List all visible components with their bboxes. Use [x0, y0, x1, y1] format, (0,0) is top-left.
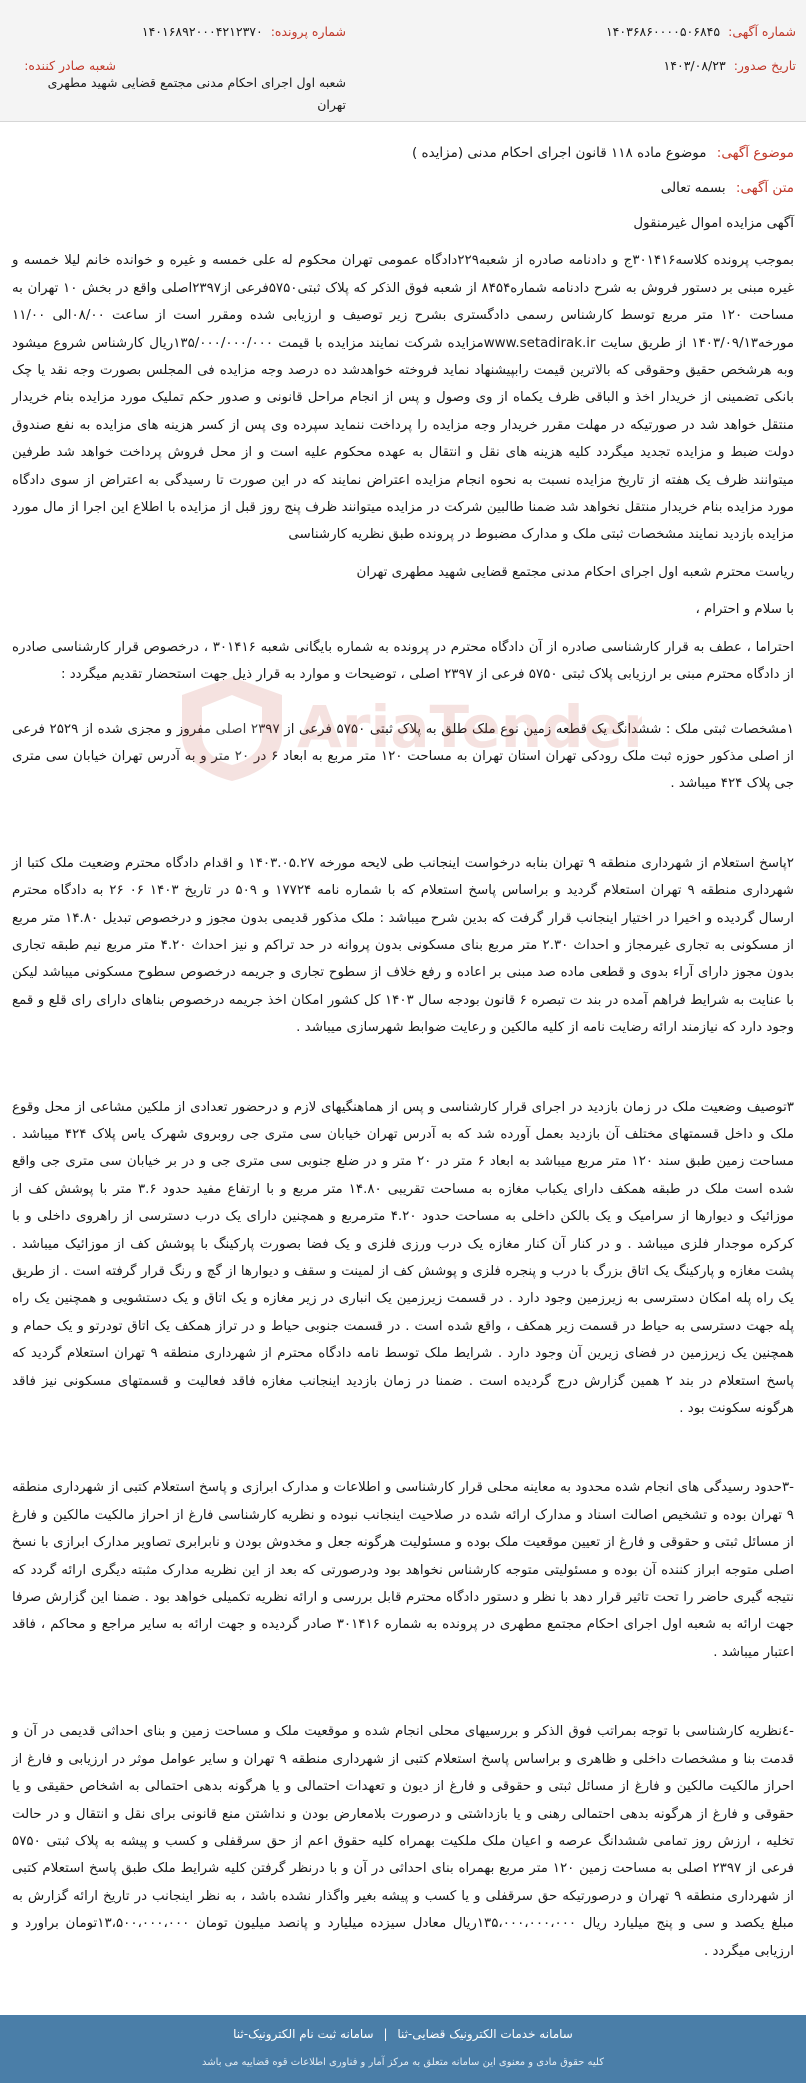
paragraph-8: -۳حدود رسیدگی های انجام شده محدود به معاینه محلی قرار کارشناسی و اطلاعات و مدارک ابرازی و پاسخ استعلام کتبی از شهرداری منطقه ۹ تهران بوده و تشخیص اصالت اسناد و مدارک ارائه شده در صلاحیت اینجانب نبوده و نظریه کارشناسی فارغ از احراز مالکیت مالکین و فارغ از مسائل ثبتی و حقوقی و فارغ از تعیین موقعیت ملک بوده و مسئولیت هرگونه جعل و مخدوش بودن و نابرابری تصاویر مدارک ابرازی با نسخ اصلی متوجه ابراز کننده آن بوده و مسئولیتی متوجه کارشناس نخواهد بود ودرصورتی که بعد از این نظریه مدارک مثبته دیگری ارائه گردد که نتیجه گیری حاضر را تحت تاثیر قرار دهد با نظر و دستور دادگاه محترم قابل بررسی و ارائه نظریه تکمیلی خواهد بود . ضمنا این گزارش صرفا جهت ارائه به شعبه اول اجرای احکام مجتمع مطهری در پرونده به شماره ۳۰۱۴۱۶ صادر گردیده و جهت ارائه به سایر مراجع و محاکم ، فاقد اعتبار میباشد .	[12, 1480, 794, 1660]
issue-date-label: تاریخ صدور:	[733, 58, 796, 73]
issuing-branch: شعبه اول اجرای احکام مدنی مجتمع قضایی شهید مطهری تهران	[47, 75, 346, 112]
ad-topic	[12, 142, 794, 164]
paragraph-4: احتراما ، عطف به قرار کارشناسی صادره از آن دادگاه محترم در پرونده به شماره بایگانی شعبه ۳۰۱۴۱۶ ، درخصوص قرار کارشناسی صادره از دادگاه محترم مبنی بر ارزیابی پلاک ثبتی ۵۷۵۰ فرعی از ۲۳۹۷ اصلی ، توضیحات و موارد به قرار ذیل جهت استحضار تقدیم میگردد :	[12, 639, 794, 683]
issue-date-row	[664, 58, 796, 73]
watermark-text: AriaTender	[297, 693, 642, 761]
ad-text-heading	[12, 180, 794, 196]
footer-link-sana-services[interactable]: سامانه خدمات الکترونیک قضایی-ثنا	[397, 2027, 573, 2041]
paragraph-3: با سلام و احترام ،	[695, 602, 794, 618]
paragraph-2: ریاست محترم شعبه اول اجرای احکام مدنی مجتمع قضایی شهید مطهری تهران	[356, 564, 794, 580]
case-number: ۱۴۰۱۶۸۹۲۰۰۰۴۲۱۲۳۷۰	[141, 24, 263, 39]
ad-header	[0, 0, 806, 122]
topic-value: موضوع ماده ۱۱۸ قانون اجرای احکام مدنی (مزایده )	[411, 145, 707, 161]
text-label: متن آگهی:	[735, 180, 794, 196]
ad-number: ۱۴۰۳۶۸۶۰۰۰۰۵۰۶۸۴۵	[605, 24, 721, 39]
footer-links	[0, 2027, 806, 2041]
topic-label: موضوع آگهی:	[716, 145, 794, 161]
issuing-branch-row	[16, 58, 116, 73]
footer-divider: |	[383, 2027, 388, 2041]
body-heading: آگهی مزایده اموال غیرمنقول	[633, 216, 794, 231]
ad-body	[12, 210, 794, 1965]
paragraph-5: ۱مشخصات ثبتی ملک : ششدانگ یک قطعه زمین نوع ملک طلق به پلاک ثبتی ۵۷۵۰ فرعی از ۲۳۹۷ اصلی مفروز و مجزی شده از ۲۵۲۹ فرعی از اصلی مذکور حوزه ثبت ملک رودکی تهران استان تهران به مساحت ۱۲۰ متر مربع به ابعاد ۶ در ۲۰ متر و به آدرس تهران خیابان سی متری جی پلاک ۴۲۴ میباشد .	[12, 721, 794, 792]
issue-date: ۱۴۰۳/۰۸/۲۳	[663, 58, 726, 73]
paragraph-1: بموجب پرونده کلاسه۳۰۱۴۱۶ج و دادنامه صادره از شعبه۲۲۹دادگاه عمومی تهران محکوم له علی خمسه و غیره و خوانده خانم لیلا خمسه و غیره مبنی بر دستور فروش به شرح دادنامه شماره۸۴۵۴ از شعبه فوق الذکر که پلاک ثبتی۵۷۵۰فرعی از۲۳۹۷اصلی واقع در بخش ۱۰ تهران به مساحت ۱۲۰ متر مربع توسط کارشناس رسمی دادگستری بشرح زیر توصیف و ارزیابی شده ومقرر است از ساعت ۰۸/۰۰الی ۱۱/۰۰ مورخه۱۴۰۳/۰۹/۱۳ از طریق سایت www.setadirak.irمزایده شرکت نمایند مزایده با قیمت ۱۳۵/۰۰۰/۰۰۰/۰۰۰ریال کارشناس شروع میشود وبه هرشخص حقیق وحقوقی که بالاترین قیمت رابپیشنهاد نماید فروخته خواهدشد ده درصد وجه مزایده فی المجلس بصورت وجه نقد یا چک بانکی تضمینی از خریدار اخذ و الباقی ظرف یکماه از وی وصول و پس از انجام مراحل قانونی و صدور حکم تملیک مورد مزایده بنام خریدار منتقل خواهد شد در صورتیکه در مهلت مقرر خریدار وجه مزایده را پرداخت ننماید سپرده وی پس از کسر هزینه های مزایده به نفع صندوق دولت ضبط و مزایده تجدید میگردد کلیه هزینه های نقل و انتقال به عهده محکوم علیه است و از محل فروش پرداخت خواهد شد طرفین میتوانند ظرف یک هفته از تاریخ مزایده نسبت به نحوه انجام مزایده اعتراض نمایند که در این صورت تا رسیدگی به اعتراض از سوی دادگاه مورد مزایده بنام خریدار منتقل نخواهد شد ضمنا طالبین شرکت در مزایده میتوانند ظرف پنج روز قبل از مزایده با اطلاع این اجرا از مال مورد مزایده بازدید نمایند مشخصات ثبتی ملک و مدارک مضبوط در پرونده طبق نظریه کارشناسی	[12, 253, 795, 543]
paragraph-6: ۲پاسخ استعلام از شهرداری منطقه ۹ تهران بنابه درخواست اینجانب طی لایحه مورخه ۱۴۰۳.۰۵.۲۷ و اقدام دادگاه محترم وضعیت ملک کتبا از شهرداری منطقه ۹ تهران استعلام گردید و براساس پاسخ استعلام که با شماره نامه ۱۷۷۲۴ و ۵۰۹ در تاریخ ۱۴۰۳ ۰۶ ۲۶ به دادگاه محترم ارسال گردیده و اخیرا در اختیار اینجانب قرار گرفت که بدین شرح میباشد : ملک مذکور قدیمی بدون مجوز و درخصوص تبدیل ۱۴.۸۰ متر مربع از مسکونی به تجاری غیرمجاز و احداث ۲.۳۰ متر مربع بنای مسکونی بدون پروانه در حد تراکم و نیز احداث ۴.۲۰ متر مربع نیم طبقه تجاری بدون مجوز دارای آراء بدوی و قطعی ماده صد مبنی بر اعاده و رفع خلاف از سطوح تجاری و جریمه درخصوص سطوح مسکونی میباشد لیکن با عنایت به شرایط فراهم آمده در بند ت تبصره ۶ قانون بودجه سال ۱۴۰۳ کل کشور امکان اخذ جریمه درخصوص بناهای دارای رای قلع و قمع وجود دارد که نیازمند ارائه رضایت نامه از کلیه مالکین و رعایت ضوابط شهرسازی میباشد .	[12, 855, 795, 1036]
ad-number-label: شماره آگهی:	[728, 24, 796, 39]
issuing-branch-label: شعبه صادر کننده:	[24, 58, 116, 73]
text-label-value: بسمه تعالی	[660, 180, 726, 196]
footer-link-sana-registration[interactable]: سامانه ثبت نام الکترونیک-ثنا	[233, 2027, 374, 2041]
footer-copyright: کلیه حقوق مادی و معنوی این سامانه متعلق به مرکز آمار و فناوری اطلاعات قوه قضاییه می باشد	[202, 2057, 604, 2068]
footer	[0, 2015, 806, 2083]
case-number-label: شماره پرونده:	[270, 24, 346, 39]
paragraph-9: -٤نظریه کارشناسی با توجه بمراتب فوق الذکر و بررسیهای محلی انجام شده و موقعیت ملک و مساحت زمین و بنای احداثی قدیمی در آن و قدمت بنا و مشخصات داخلی و ظاهری و براساس پاسخ استعلام کتبی از شهرداری منطقه ۹ تهران و سایر عوامل موثر در ارزیابی و فارغ از احراز مالکیت مالکین و فارغ از مسائل ثبتی و حقوقی و فارغ از دیون و تعهدات احتمالی و یا هرگونه بدهی احتمالی به اشخاص حقیقی و یا حقوقی و فارغ از هرگونه بدهی احتمالی رهنی و یا بازداشتی و درصورت بلامعارض بودن و نداشتن منع قانونی برای نقل و انتقال و در حالت تخلیه ، ارزش روز تمامی ششدانگ عرصه و اعیان ملک ملکیت بهمراه کلیه حقوق اعم از حق سرقفلی و کسب و پیشه به پلاک ثبتی ۵۷۵۰ فرعی از ۲۳۹۷ اصلی به مساحت زمین ۱۲۰ متر مربع بهمراه بنای احداثی در آن و با درنظر گرفتن کلیه شرایط ملک طبق پاسخ استعلام کتبی از شهرداری منطقه ۹ تهران و درصورتیکه حق سرقفلی و یا کسب و پیشه بغیر واگذار نشده باشد ، به نظر اینجانب در تاریخ ارائه گزارش به مبلغ یکصد و سی و پنج میلیارد ریال ۱۳۵،۰۰۰،۰۰۰،۰۰۰ریال معادل سیزده میلیارد و پانصد میلیون تومان ۱۳،۵۰۰،۰۰۰،۰۰۰تومان براورد و ارزیابی میگردد .	[12, 1724, 795, 1959]
ad-number-row	[606, 24, 796, 39]
paragraph-7: ۳توصیف وضعیت ملک در زمان بازدید در اجرای قرار کارشناسی و پس از هماهنگیهای لازم و درحضور تعدادی از ملکین مشاعی از محل وقوع ملک و داخل قسمتهای مختلف آن بازدید بعمل آورده شد که به آدرس تهران خیابان سی متری جی روبروی شهرک یاس پلاک ۴۲۴ میباشد . مساحت زمین طبق سند ۱۲۰ متر مربع میباشد به ابعاد ۶ متر در ۲۰ متر و در ضلع جنوبی سی متری جی و در بر خیابان سی متری جی واقع شده است ملک در طبقه همکف دارای یکباب مغازه به مساحت تقریبی ۱۴.۸۰ متر مربع و با ارتفاع مفید حدود ۳.۶ متر با پوشش کف از موزائیک و دیوارها از سرامیک و یک بالکن داخلی به مساحت حدود ۴.۲۰ مترمربع و همچنین دارای یک درب دسترسی از راهروی داخلی و با کرکره موجدار فلزی میباشد . و در کنار آن کنار مغازه یک درب ورزی فلزی و یک فضا بصورت پارکینگ با پوشش کف از موزائیک میباشد . پشت مغازه و پارکینگ یک اتاق بزرگ با درب و پنجره فلزی و پوشش کف از لمینت و سقف و دیوارها از گچ و رنگ قرار گرفته است . از طریق یک راه پله امکان دسترسی به زیرزمین وجود دارد . در قسمت زیرزمین یک انباری در زیر مغازه و یک اتاق و یک دستشویی و همچنین یک راه پله جهت دسترسی به حیاط در قسمت زیر همکف ، واقع شده است . در قسمت جنوبی حیاط و در تراز همکف یک اتاق تودرتو و یک حمام و همچنین یک زیرزمین در فضای زیرین آن وجود دارد . شرایط ملک توسط نامه دادگاه محترم از شهرداری منطقه ۹ تهران استعلام گردید که پاسخ استعلام در بند ۲ همین گزارش درج گردیده است . ضمنا در زمان بازدید اینجانب مغازه فاقد فعالیت و قسمتهای مسکونی نیز فاقد هرگونه سکونت بود .	[12, 1099, 794, 1417]
ad-content	[12, 130, 794, 1992]
case-number-row	[142, 24, 346, 39]
